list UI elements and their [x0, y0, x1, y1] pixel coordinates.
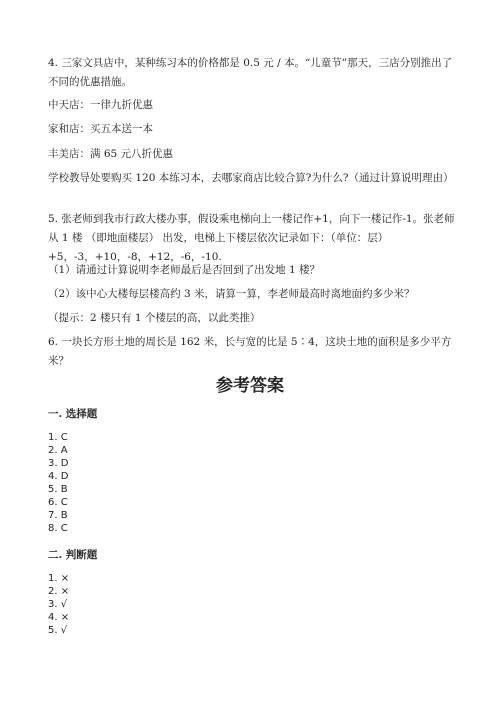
- judge-answer-list: [48, 572, 69, 637]
- list-item: 7. B: [48, 510, 68, 521]
- list-item: 2. ×: [48, 586, 70, 597]
- q4-shop-jiahe: 家和店：买五本送一本: [48, 123, 153, 135]
- q6: 6. 一块长方形土地的周长是 162 米，长与宽的比是 5∶4，这块土地的面积是多少平方米？: [48, 336, 452, 367]
- section-choice-heading: 一. 选择题: [48, 408, 98, 420]
- q4-shop-fengmei: 丰美店：满 65 元八折优惠: [48, 148, 174, 160]
- list-item: 6. C: [48, 497, 68, 508]
- list-item: 4. ×: [48, 612, 70, 623]
- list-item: 1. ×: [48, 573, 70, 584]
- answers-title: 参考答案: [216, 376, 284, 396]
- list-item: 5. √: [48, 625, 68, 636]
- q5-part1: （1）请通过计算说明李老师最后是否回到了出发地 1 楼？: [48, 264, 321, 276]
- list-item: 3. √: [48, 599, 68, 610]
- list-item: 5. B: [48, 484, 68, 495]
- q4-shop-zhongtian: 中天店：一律九折优惠: [48, 99, 153, 111]
- section-judge-heading: 二. 判断题: [48, 549, 98, 561]
- list-item: 2. A: [48, 445, 68, 456]
- q4-question: 学校教导处要购买 120 本练习本，去哪家商店比较合算?为什么?（通过计算说明理由）: [48, 172, 454, 184]
- choice-answer-list: [48, 431, 68, 535]
- q4-intro: 4. 三家文具店中，某种练习本的价格都是 0.5 元 / 本。“儿童节”那天，三店分别推出了不同的优惠措施。: [48, 57, 453, 88]
- list-item: 8. C: [48, 523, 68, 534]
- list-item: 1. C: [48, 432, 68, 443]
- q5-part2: （2）该中心大楼每层楼高约 3 米，请算一算，李老师最高时离地面约多少米？: [48, 288, 415, 300]
- q5-hint: （提示：2 楼只有 1 个楼层的高，以此类推）: [48, 312, 261, 324]
- list-item: 4. D: [48, 471, 69, 482]
- list-item: 3. D: [48, 458, 69, 469]
- q5-intro: 5. 张老师到我市行政大楼办事，假设乘电梯向上一楼记作+1，向下一楼记作-1。张老师从 1 楼 （即地面楼层） 出发，电梯上下楼层依次记录如下：（单位：层）+5，-3，+10，-8，+12，-6，-10.: [48, 213, 455, 263]
